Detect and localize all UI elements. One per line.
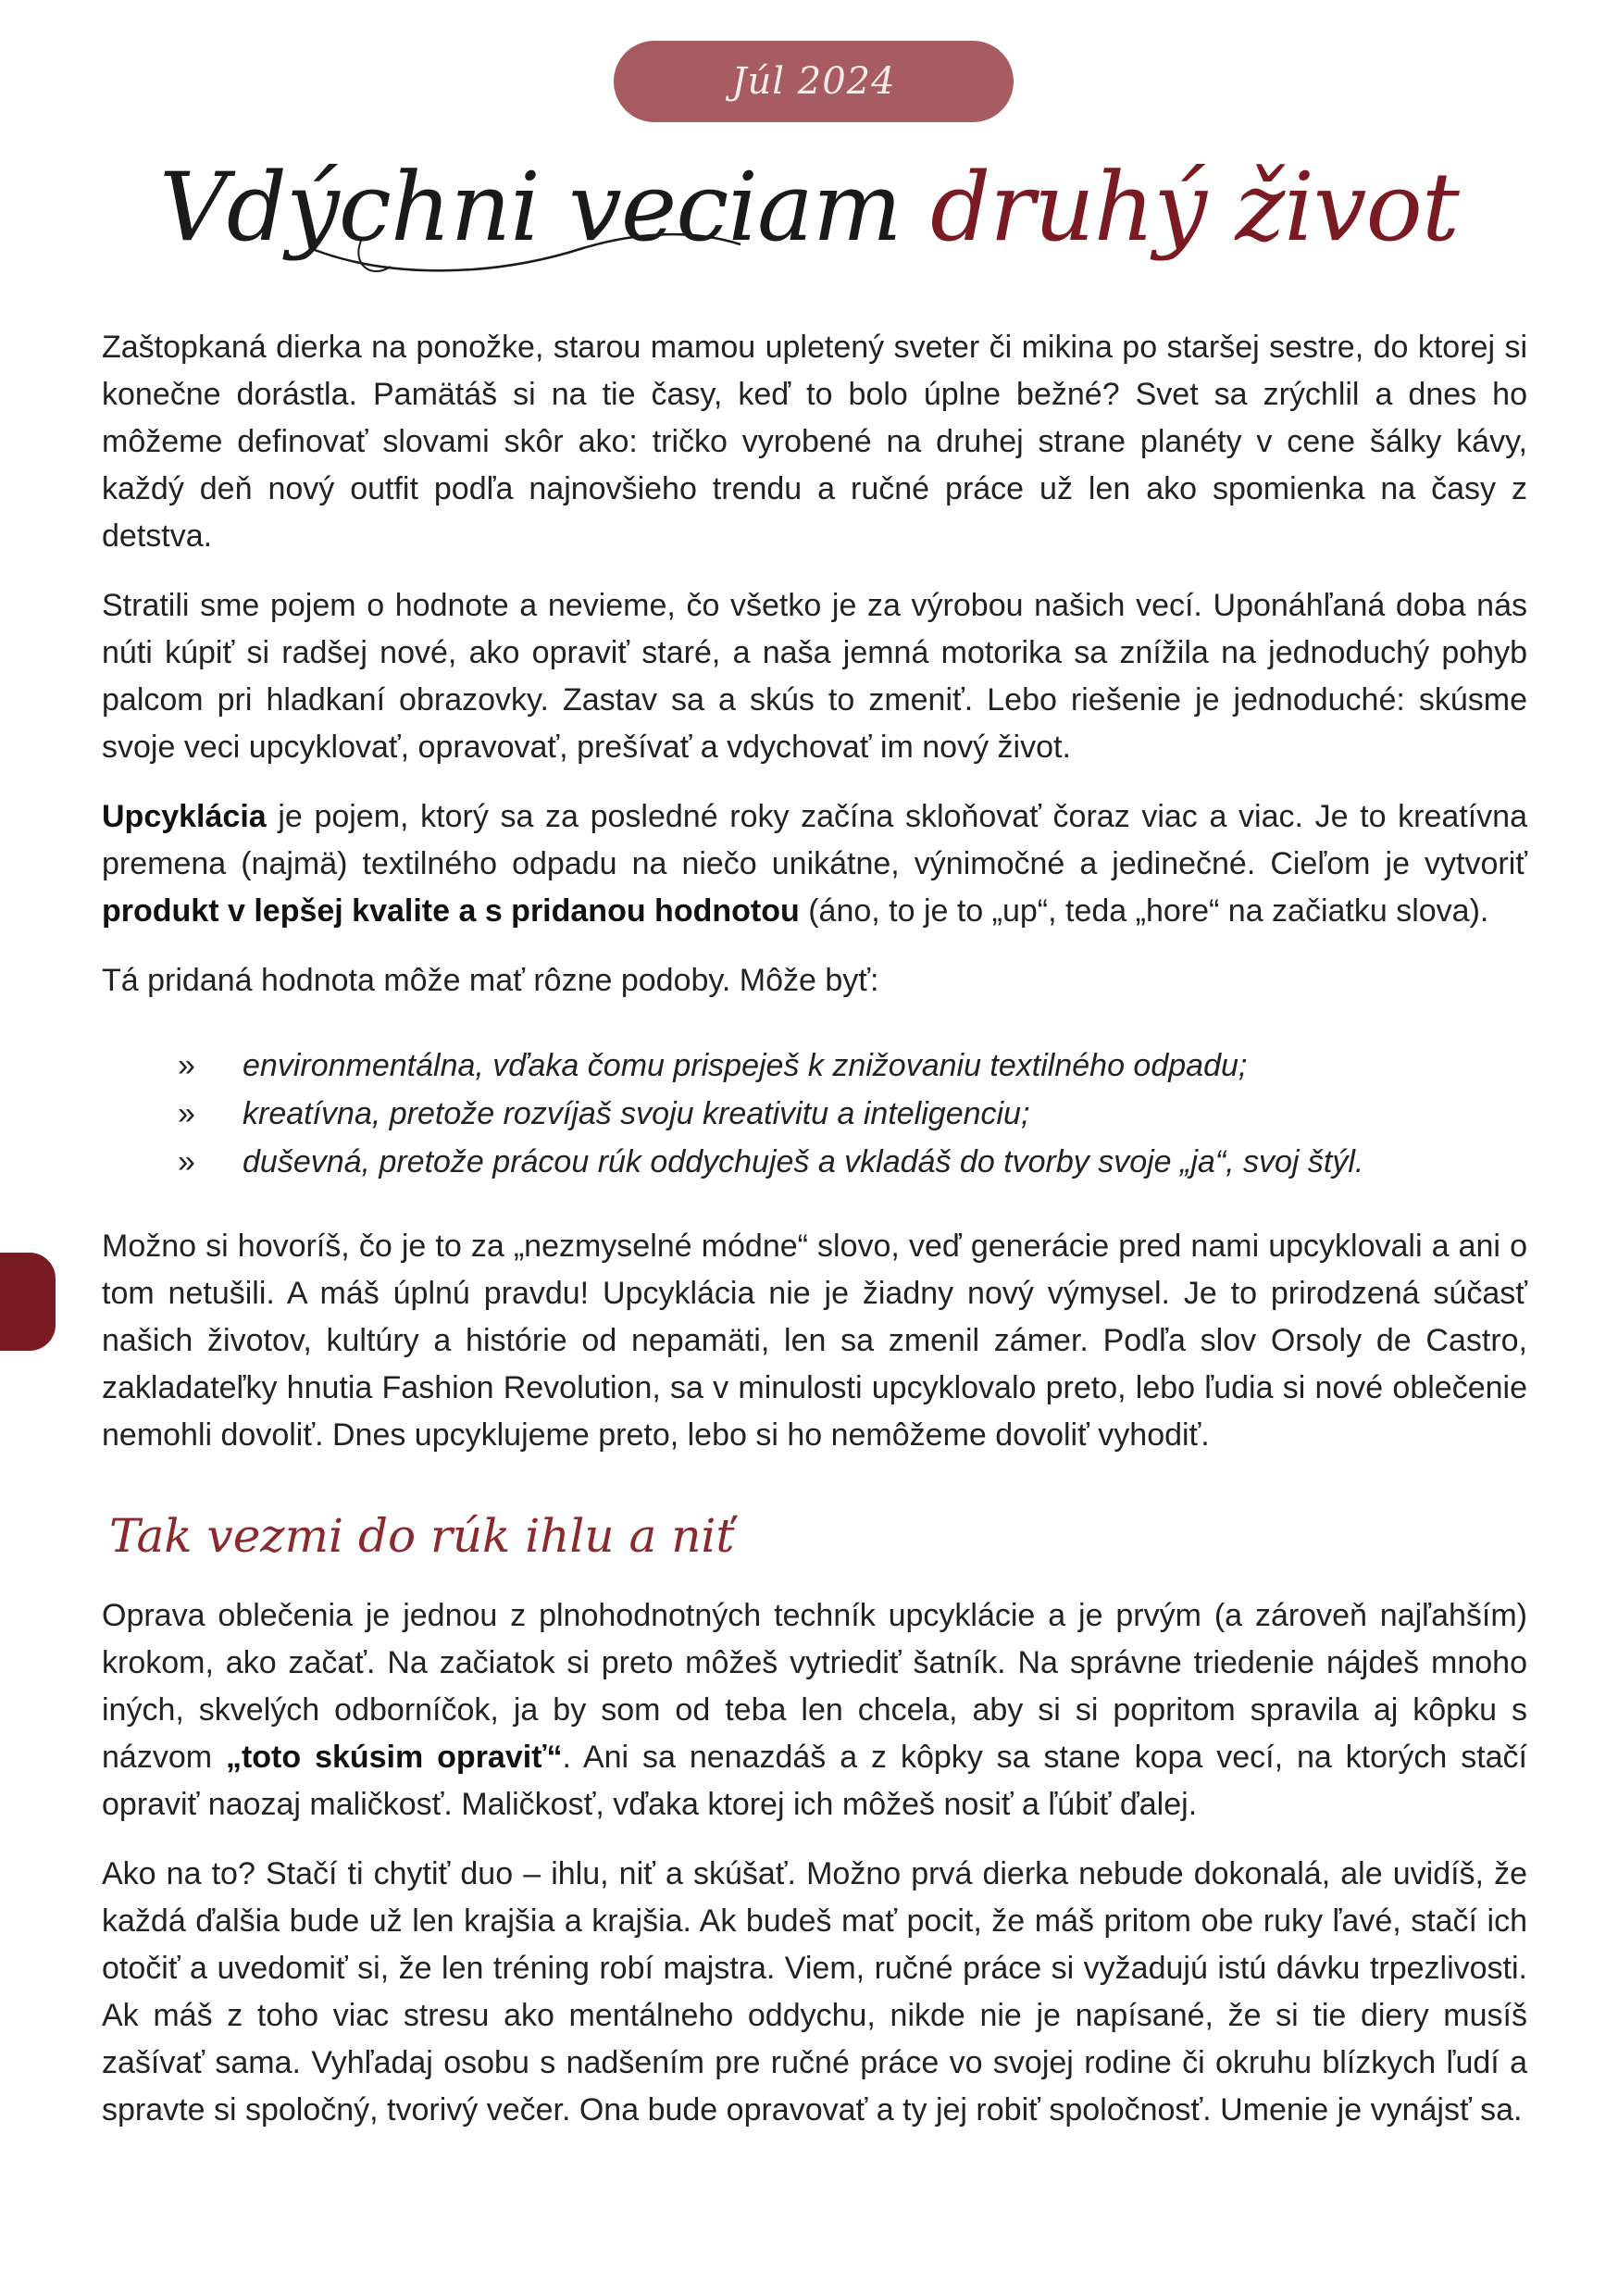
bullet-glyph: » <box>178 1144 195 1179</box>
list-item <box>102 1090 1527 1138</box>
paragraph-3-text-2: (áno, to je to „up“, teda „hore“ na začiatku slova). <box>799 893 1489 929</box>
date-badge <box>614 41 1014 122</box>
highlight-product: produkt v lepšej kvalite a s pridanou hodnotou <box>102 893 800 929</box>
term-upcyklacia: Upcyklácia <box>102 799 267 834</box>
page-title <box>0 148 1618 268</box>
section-heading: Tak vezmi do rúk ihlu a niť <box>109 1509 735 1563</box>
paragraph-6-text-2: . Ani sa nenazdáš a z kôpky sa stane kopa vecí, na ktorých stačí opraviť naozaj maličkosť. Maličkosť, vďaka ktorej ich môžeš nosiť a ľúbiť ďalej. <box>102 1740 1527 1822</box>
paragraph-2: Stratili sme pojem o hodnote a nevieme, čo všetko je za výrobou našich vecí. Uponáhľaná doba nás núti kúpiť si radšej nové, ako opraviť staré, a naša jemná motorika sa znížila na jednoduchý pohyb palcom pri hladkaní obrazovky. Zastav sa a skús to zmeniť. Lebo riešenie je jednoduché: skúsme svoje veci upcyklovať, opravovať, prešívať a vdychovať im nový život. <box>102 588 1527 765</box>
value-list <box>102 1042 1527 1186</box>
bullet-glyph: » <box>178 1048 195 1083</box>
title-accent: druhý život <box>929 153 1459 263</box>
paragraph-1: Zaštopkaná dierka na ponožke, starou mamou upletený sveter či mikina po staršej sestre, do ktorej si konečne dorástla. Pamätáš si na tie časy, keď to bolo úplne bežné? Svet sa zrýchlil a dnes ho môžeme definovať slovami skôr ako: tričko vyrobené na druhej strane planéty v cene šálky kávy, každý deň nový outfit podľa najnovšieho trendu a ručné práce už len ako spomienka na časy z detstva. <box>102 330 1527 554</box>
list-item-text: kreatívna, pretože rozvíjaš svoju kreativitu a inteligenciu; <box>243 1096 1030 1131</box>
paragraph-3 <box>102 793 1527 935</box>
bullet-glyph: » <box>178 1096 195 1131</box>
list-item-text: duševná, pretože prácou rúk oddychuješ a vkladáš do tvorby svoje „ja“, svoj štýl. <box>243 1144 1364 1179</box>
highlight-pile-name: „toto skúsim opraviť“ <box>225 1740 563 1775</box>
paragraph-3-text-1: je pojem, ktorý sa za posledné roky začína skloňovať čoraz viac a viac. Je to kreatívna premena (najmä) textilného odpadu na niečo unikátne, výnimočné a jedinečné. Cieľom je vytvoriť <box>102 799 1527 881</box>
list-item <box>102 1042 1527 1090</box>
paragraph-6-text-1: Oprava oblečenia je jednou z plnohodnotných techník upcyklácie a je prvým (a zároveň najľahším) krokom, ako začať. Na začiatok si preto môžeš vytriediť šatník. Na správne triedenie nájdeš mnoho iných, skvelých odborníčok, ja by som od teba len chcela, aby si si popritom spravila aj kôpku s názvom <box>102 1598 1527 1775</box>
paragraph-7: Ako na to? Stačí ti chytiť duo – ihlu, niť a skúšať. Možno prvá dierka nebude dokonalá, ale uvidíš, že každá ďalšia bude už len krajšia a krajšia. Ak budeš mať pocit, že máš pritom obe ruky ľavé, stačí ich otočiť a uvedomiť si, že len tréning robí majstra. Viem, ručné práce si vyžadujú istú dávku trpezlivosti. Ak máš z toho viac stresu ako mentálneho oddychu, nikde nie je napísané, že si tie diery musíš zašívať sama. Vyhľadaj osobu s nadšením pre ručné práce vo svojej rodine či okruhu blízkych ľudí a spravte si spoločný, tvorivý večer. Ona bude opravovať a ty jej robiť spoločnosť. Umenie je vynájsť sa. <box>102 1856 1527 2128</box>
list-item-text: environmentálna, vďaka čomu prispeješ k znižovaniu textilného odpadu; <box>243 1048 1248 1083</box>
list-item <box>102 1138 1527 1186</box>
paragraph-4: Tá pridaná hodnota môže mať rôzne podoby. Môže byť: <box>102 963 879 998</box>
paragraph-6 <box>102 1592 1527 1828</box>
date-label: Júl 2024 <box>731 60 896 103</box>
title-flourish-ornament <box>305 222 750 287</box>
article-body <box>102 324 1527 2156</box>
paragraph-5: Možno si hovoríš, čo je to za „nezmyselné módne“ slovo, veď generácie pred nami upcyklovali a ani o tom netušili. A máš úplnú pravdu! Upcyklácia nie je žiadny nový výmysel. Je to prirodzená súčasť našich životov, kultúry a histórie od nepamäti, len sa zmenil zámer. Podľa slov Orsoly de Castro, zakladateľky hnutia Fashion Revolution, sa v minulosti upcyklovalo preto, lebo ľudia si nové oblečenie nemohli dovoliť. Dnes upcyklujeme preto, lebo si ho nemôžeme dovoliť vyhodiť. <box>102 1229 1527 1453</box>
title-main: Vdýchni veciam <box>159 153 902 263</box>
side-page-tab <box>0 1253 56 1351</box>
